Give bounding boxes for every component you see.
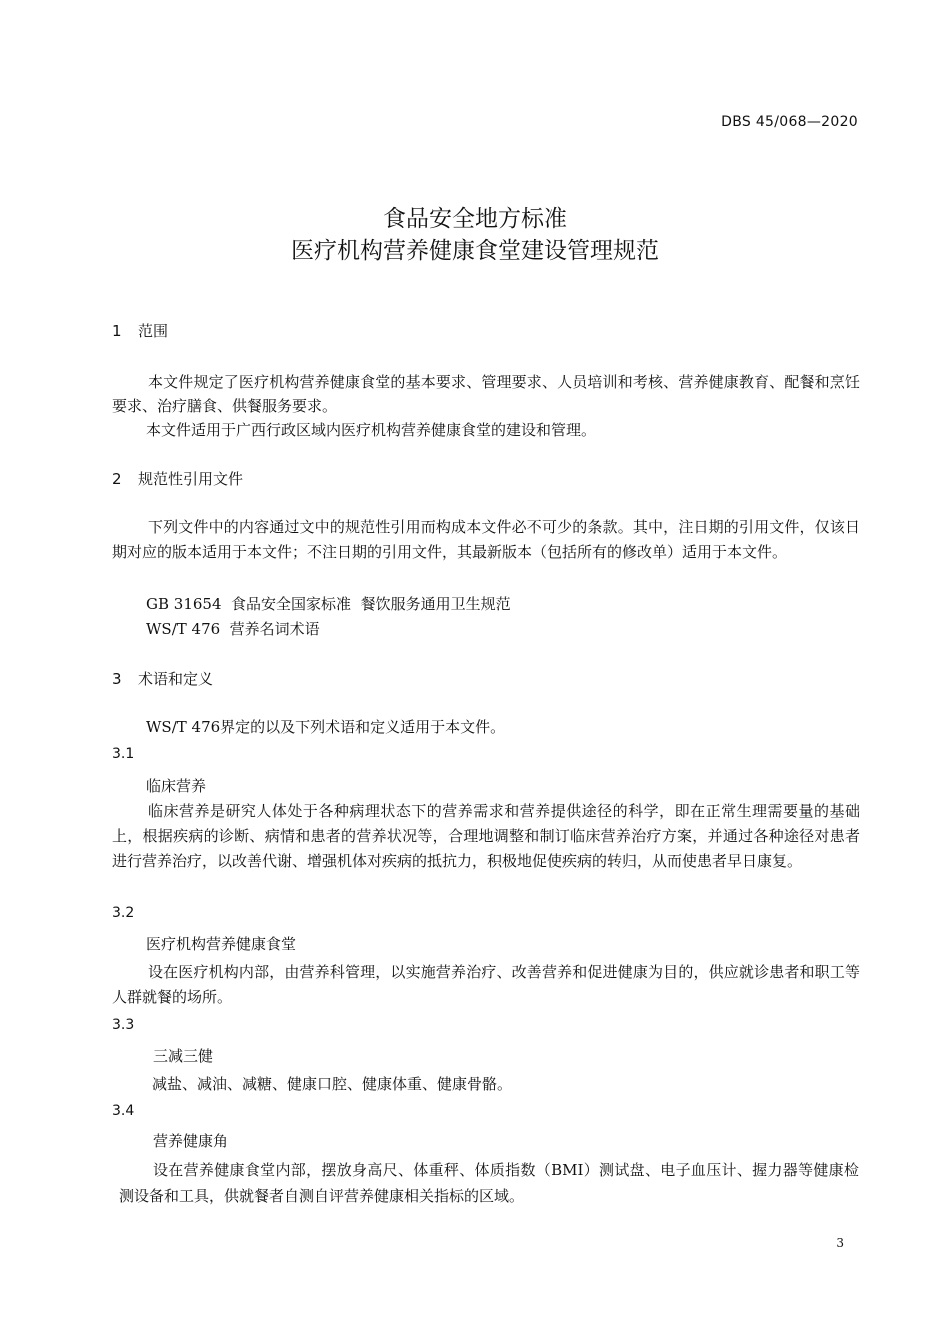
section-2-heading <box>112 468 243 489</box>
section-1-paragraph-2: 本文件适用于广西行政区域内医疗机构营养健康食堂的建设和管理。 <box>146 421 597 439</box>
term-title: 营养健康角 <box>153 1132 229 1150</box>
term-title: 临床营养 <box>146 777 207 795</box>
term-title: 医疗机构营养健康食堂 <box>146 935 297 953</box>
section-title: 规范性引用文件 <box>138 470 244 488</box>
term-number: 3.4 <box>112 1103 135 1119</box>
reference-gb-31654: GB 31654 食品安全国家标准 餐饮服务通用卫生规范 <box>146 595 511 613</box>
term-title: 三减三健 <box>153 1047 214 1065</box>
document-code: DBS 45/068—2020 <box>721 114 858 130</box>
page-number: 3 <box>836 1236 844 1250</box>
term-number: 3.2 <box>112 905 135 921</box>
section-3-heading <box>112 668 213 689</box>
title-line-2: 医疗机构营养健康食堂建设管理规范 <box>291 238 659 264</box>
title-line-1: 食品安全地方标准 <box>383 206 567 232</box>
section-3-intro: WS/T 476界定的以及下列术语和定义适用于本文件。 <box>146 718 506 736</box>
reference-ws-t-476: WS/T 476 营养名词术语 <box>146 620 320 638</box>
section-2-paragraph: 下列文件中的内容通过文中的规范性引用而构成本文件必不可少的条款。其中，注日期的引用文件，仅该日期对应的版本适用于本文件；不注日期的引用文件，其最新版本（包括所有的修改单）适用于本文件。 <box>112 518 860 561</box>
section-number: 2 <box>112 470 122 488</box>
term-number: 3.3 <box>112 1017 135 1033</box>
section-number: 3 <box>112 670 122 688</box>
section-title: 范围 <box>138 322 169 340</box>
section-1-heading <box>112 320 168 341</box>
term-definition: 减盐、减油、减糖、健康口腔、健康体重、健康骨骼。 <box>152 1075 513 1093</box>
section-title: 术语和定义 <box>138 670 214 688</box>
term-definition: 设在医疗机构内部，由营养科管理，以实施营养治疗、改善营养和促进健康为目的，供应就诊患者和职工等人群就餐的场所。 <box>112 963 860 1006</box>
term-definition: 设在营养健康食堂内部，摆放身高尺、体重秤、体质指数（BMI）测试盘、电子血压计、握力器等健康检测设备和工具，供就餐者自测自评营养健康相关指标的区域。 <box>119 1161 859 1205</box>
section-number: 1 <box>112 322 122 340</box>
term-definition: 临床营养是研究人体处于各种病理状态下的营养需求和营养提供途径的科学，即在正常生理需要量的基础上，根据疾病的诊断、病情和患者的营养状况等，合理地调整和制订临床营养治疗方案，并通过各种途径对患者进行营养治疗，以改善代谢、增强机体对疾病的抵抗力，积极地促使疾病的转归，从而使患者早日康复。 <box>112 802 860 870</box>
term-number: 3.1 <box>112 746 135 762</box>
section-1-paragraph-1: 本文件规定了医疗机构营养健康食堂的基本要求、管理要求、人员培训和考核、营养健康教育、配餐和烹饪要求、治疗膳食、供餐服务要求。 <box>112 373 860 415</box>
